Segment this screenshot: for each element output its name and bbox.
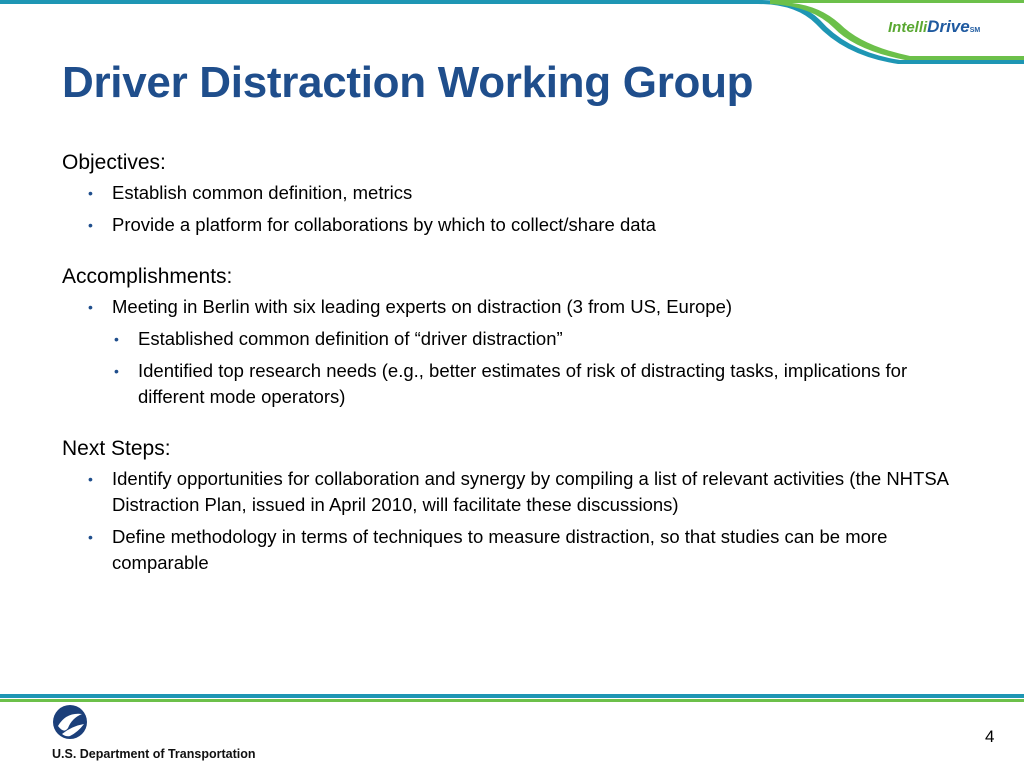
bullet-icon: • [88, 529, 93, 545]
bullet-icon: • [114, 363, 119, 379]
section-objectives [62, 150, 962, 238]
list-item-text: Meeting in Berlin with six leading experts on distraction (3 from US, Europe) [112, 296, 733, 317]
sub-list-item-text: Identified top research needs (e.g., better estimates of risk of distracting tasks, implications for different mode operators) [138, 360, 908, 407]
section-heading: Next Steps: [62, 437, 171, 460]
section-heading: Accomplishments: [62, 265, 233, 288]
intellidrive-logo [888, 14, 998, 46]
list-item [62, 180, 962, 206]
section-next-steps [62, 436, 962, 576]
list-item [62, 466, 962, 518]
bullet-icon: • [88, 299, 93, 315]
page-number: 4 [985, 727, 995, 746]
dot-agency-name: U.S. Department of Transportation [52, 747, 256, 761]
list-item [62, 212, 962, 238]
bullet-icon: • [88, 217, 93, 233]
logo-trademark: SM [969, 27, 981, 34]
list-item-text: Define methodology in terms of techniques to measure distraction, so that studies can be more comparable [112, 526, 888, 573]
list-item [62, 294, 962, 410]
list-item-text: Identify opportunities for collaboration and synergy by compiling a list of relevant activities (the NHTSA Distraction Plan, issued in April 2010, will facilitate these discussions) [112, 468, 948, 515]
bottom-decorative-band [0, 694, 1024, 704]
bullet-icon: • [88, 185, 93, 201]
section-accomplishments [62, 264, 962, 410]
sub-bullet-list [112, 326, 962, 410]
bullet-list [62, 294, 962, 410]
bullet-icon: • [114, 331, 119, 347]
list-item-text: Provide a platform for collaborations by which to collect/share data [112, 214, 656, 235]
bullet-list [62, 466, 962, 576]
section-heading: Objectives: [62, 151, 166, 174]
list-item-text: Establish common definition, metrics [112, 182, 413, 203]
list-item [62, 524, 962, 576]
bullet-list [62, 180, 962, 238]
sub-list-item [112, 326, 962, 352]
slide-content [62, 150, 962, 602]
dot-emblem-icon [52, 704, 88, 740]
logo-text-intelli: Intelli [888, 19, 928, 36]
bullet-icon: • [88, 471, 93, 487]
sub-list-item [112, 358, 962, 410]
sub-list-item-text: Established common definition of “driver distraction” [138, 328, 563, 349]
slide-title: Driver Distraction Working Group [62, 58, 754, 107]
logo-text-drive: Drive [927, 17, 970, 36]
